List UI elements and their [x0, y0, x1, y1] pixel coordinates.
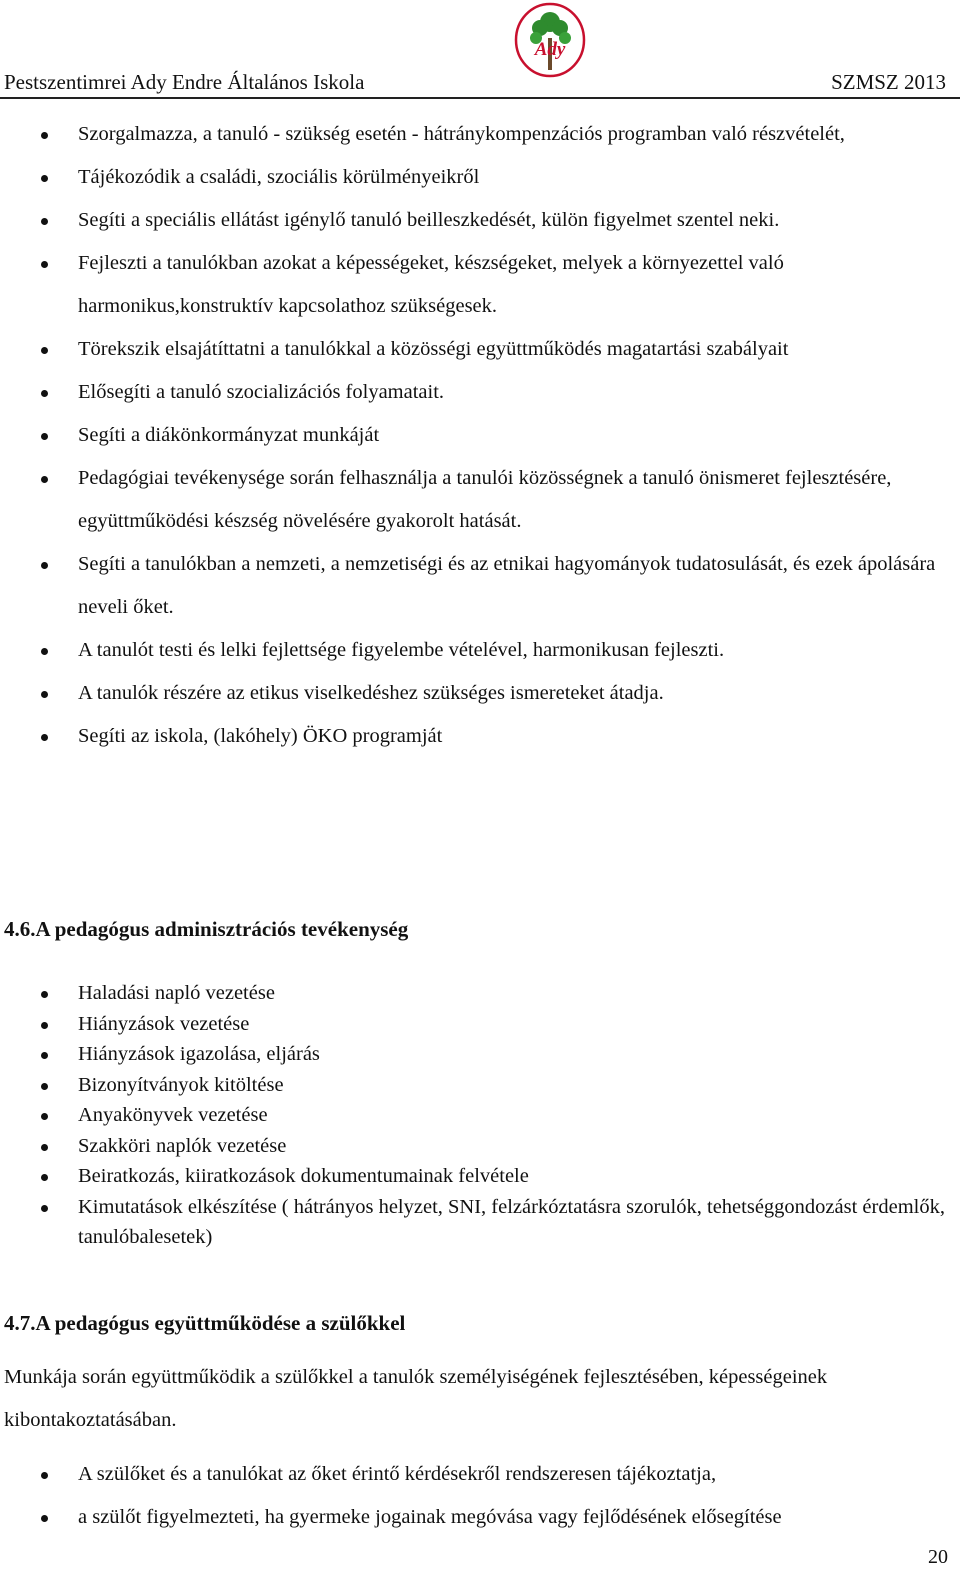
list-item: Elősegíti a tanuló szocializációs folyamatait.: [0, 371, 960, 414]
list-item: Pedagógiai tevékenysége során felhasználja a tanulói közösségnek a tanuló önismeret fejlesztésére, együttműködési készség növelésére gyakorolt hatását.: [0, 457, 960, 543]
list-item: Fejleszti a tanulókban azokat a képességeket, készségeket, melyek a környezettel való harmonikus,konstruktív kapcsolathoz szükségesek.: [0, 242, 960, 328]
parents-list-section: [0, 1453, 960, 1539]
section-title-47: 4.7.A pedagógus együttműködése a szülőkkel: [4, 1311, 406, 1335]
list-item: A tanulók részére az etikus viselkedéshez szükséges ismereteket átadja.: [0, 672, 960, 715]
section-title-46: 4.6.A pedagógus adminisztrációs tevékenység: [4, 917, 409, 941]
list-item: Segíti az iskola, (lakóhely) ÖKO programját: [0, 715, 960, 758]
list-item: Segíti a tanulókban a nemzeti, a nemzetiségi és az etnikai hagyományok tudatosulását, és ezek ápolására neveli őket.: [0, 543, 960, 629]
cooperation-paragraph: Munkája során együttműködik a szülőkkel a tanulók személyiségének fejlesztésében, képességeinek kibontakoztatásában.: [4, 1366, 828, 1431]
page-number: 20: [928, 1546, 948, 1568]
list-item: Kimutatások elkészítése ( hátrányos helyzet, SNI, felzárkóztatásra szorulók, tehetséggondozást érdemlők, tanulóbalesetek): [0, 1192, 960, 1253]
parents-list: [0, 1453, 960, 1539]
school-name: Pestszentimrei Ady Endre Általános Iskola: [4, 70, 365, 94]
list-item: Szakköri naplók vezetése: [0, 1131, 960, 1162]
list-item: A tanulót testi és lelki fejlettsége figyelembe vételével, harmonikusan fejleszti.: [0, 629, 960, 672]
list-item: a szülőt figyelmezteti, ha gyermeke jogainak megóvása vagy fejlődésének elősegítése: [0, 1496, 960, 1539]
list-item: Tájékozódik a családi, szociális körülményeikről: [0, 156, 960, 199]
list-item: A szülőket és a tanulókat az őket érintő kérdésekről rendszeresen tájékoztatja,: [0, 1453, 960, 1496]
list-item: Haladási napló vezetése: [0, 978, 960, 1009]
list-item: Anyakönyvek vezetése: [0, 1100, 960, 1131]
list-item: Hiányzások igazolása, eljárás: [0, 1039, 960, 1070]
document-code: SZMSZ 2013: [831, 70, 946, 94]
list-item: Hiányzások vezetése: [0, 1009, 960, 1040]
list-item: Segíti a speciális ellátást igénylő tanuló beilleszkedését, külön figyelmet szentel neki.: [0, 199, 960, 242]
admin-list-section: [0, 978, 960, 1253]
list-item: Bizonyítványok kitöltése: [0, 1070, 960, 1101]
list-item: Törekszik elsajátíttatni a tanulókkal a közösségi együttműködés magatartási szabályait: [0, 328, 960, 371]
duties-list-section: [0, 113, 960, 758]
list-item: Segíti a diákönkormányzat munkáját: [0, 414, 960, 457]
header-divider: [0, 97, 960, 99]
tree-logo-icon: [512, 0, 588, 90]
admin-list: [0, 978, 960, 1253]
list-item: Beiratkozás, kiiratkozások dokumentumainak felvétele: [0, 1161, 960, 1192]
list-item: Szorgalmazza, a tanuló - szükség esetén - hátránykompenzációs programban való részvételét,: [0, 113, 960, 156]
svg-text:Ady: Ady: [534, 39, 566, 60]
duties-list: [0, 113, 960, 758]
